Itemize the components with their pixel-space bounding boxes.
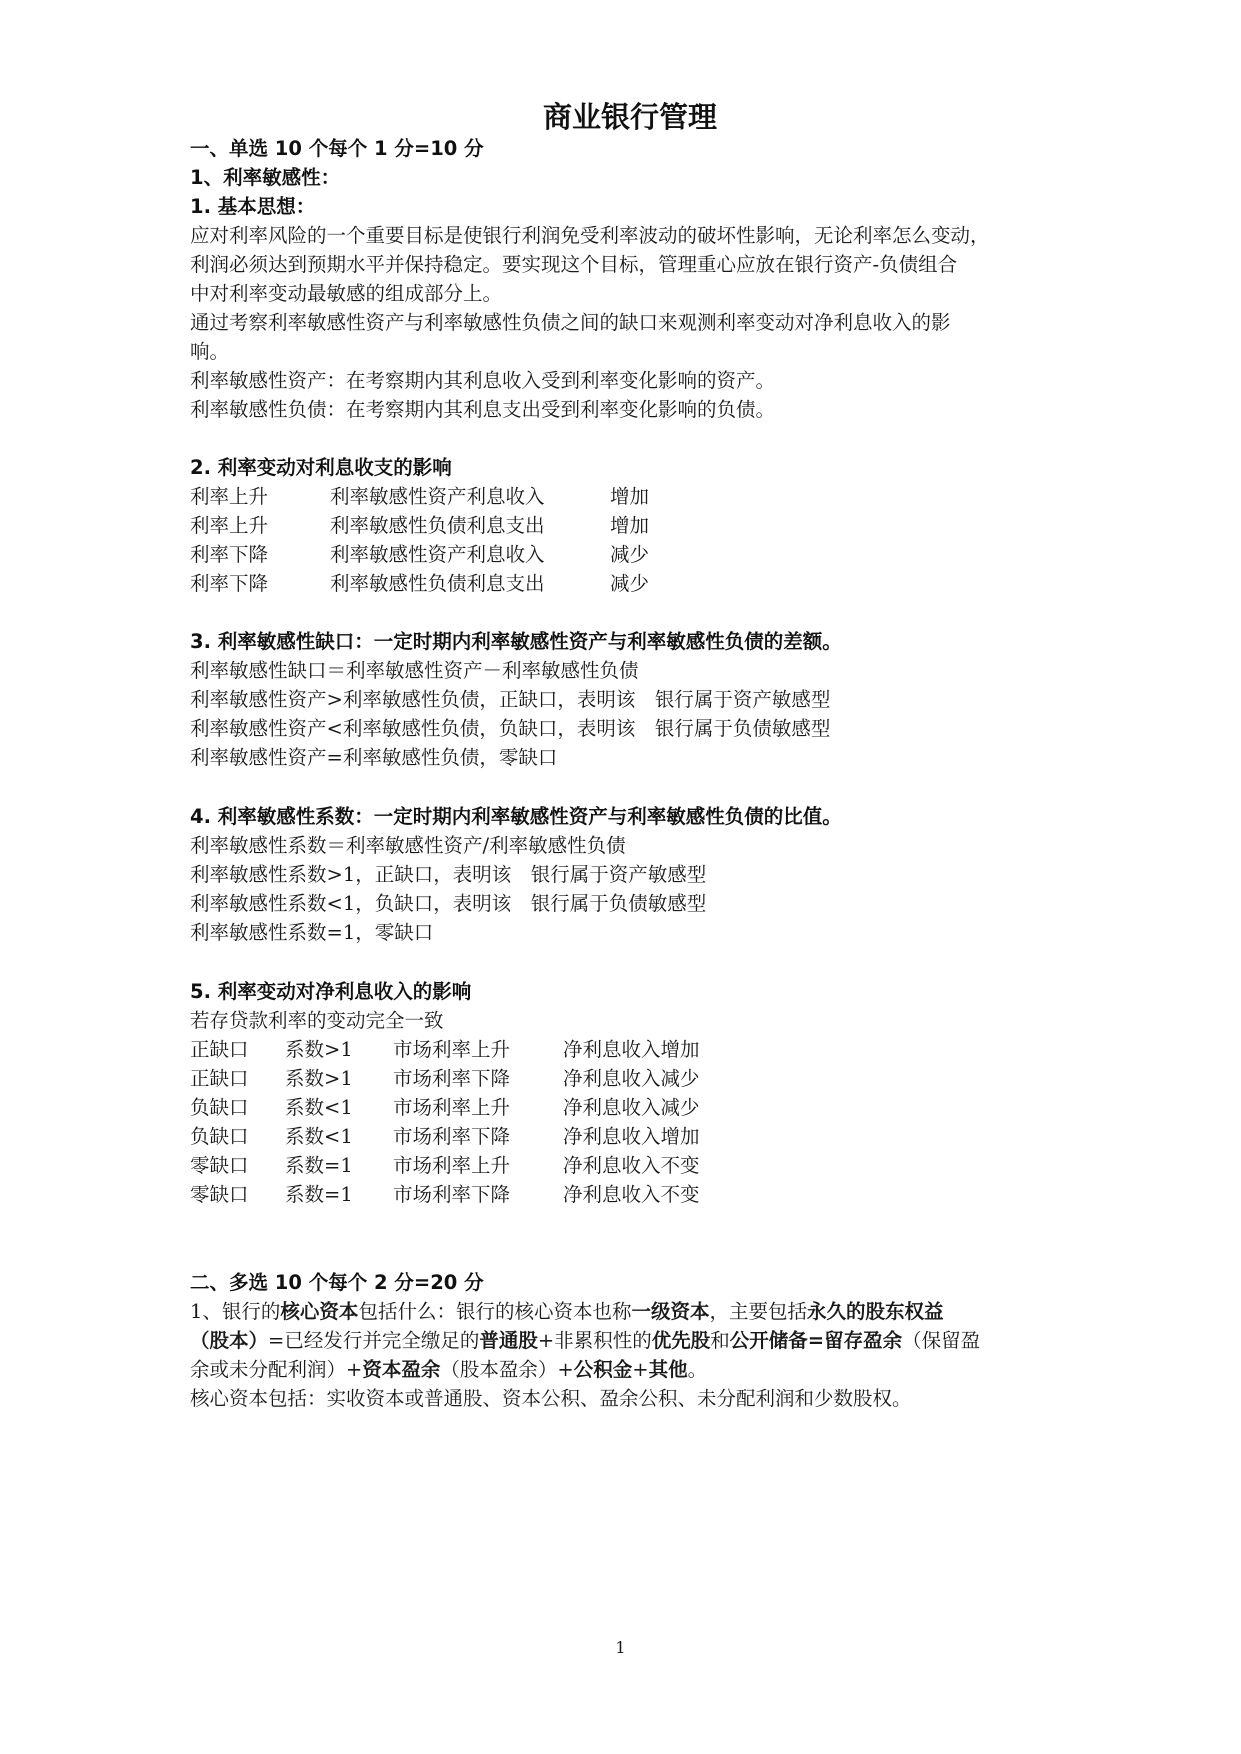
text-run: +非累积性的 bbox=[537, 1329, 652, 1352]
text-run: 包括什么：银行的核心资本也称 bbox=[358, 1300, 632, 1323]
net-cell: 市场利率上升 bbox=[393, 1038, 511, 1061]
core-capital-line bbox=[190, 1299, 944, 1325]
emphasis: 其他 bbox=[648, 1358, 688, 1381]
paragraph-line: 响。 bbox=[190, 340, 230, 363]
net-interest-intro: 若存贷款利率的变动完全一致 bbox=[190, 1009, 444, 1032]
effect-cell: 增加 bbox=[610, 485, 650, 508]
effect-cell: 减少 bbox=[610, 572, 650, 595]
net-interest-row bbox=[190, 1037, 1070, 1063]
net-interest-heading: 5. 利率变动对净利息收入的影响 bbox=[190, 980, 472, 1003]
effect-row bbox=[190, 513, 1070, 539]
net-cell: 市场利率下降 bbox=[393, 1125, 511, 1148]
paragraph-line: 中对利率变动最敏感的组成部分上。 bbox=[190, 282, 503, 305]
emphasis: 优先股 bbox=[651, 1329, 711, 1352]
net-cell: 净利息收入减少 bbox=[563, 1067, 700, 1090]
effect-cell: 利率敏感性负债利息支出 bbox=[330, 572, 545, 595]
paragraph-line: 利润必须达到预期水平并保持稳定。要实现这个目标，管理重心应放在银行资产-负债组合 bbox=[190, 253, 958, 276]
emphasis: （股本） bbox=[190, 1329, 269, 1352]
effect-row bbox=[190, 484, 1070, 510]
net-cell: 正缺口 bbox=[190, 1067, 249, 1090]
text-run: 和 bbox=[710, 1329, 730, 1352]
net-interest-row bbox=[190, 1095, 1070, 1121]
text-run: 1、银行的 bbox=[190, 1300, 281, 1323]
emphasis: 资本盈余 bbox=[362, 1358, 441, 1381]
net-cell: 系数<1 bbox=[285, 1125, 353, 1148]
effect-cell: 减少 bbox=[610, 543, 650, 566]
effect-cell: 利率敏感性资产利息收入 bbox=[330, 485, 545, 508]
net-cell: 负缺口 bbox=[190, 1096, 249, 1119]
section-1-heading: 一、单选 10 个每个 1 分=10 分 bbox=[190, 137, 484, 160]
section-2-heading: 二、多选 10 个每个 2 分=20 分 bbox=[190, 1271, 484, 1294]
document-title: 商业银行管理 bbox=[542, 100, 717, 134]
core-capital-line bbox=[190, 1328, 980, 1354]
emphasis: 永久的股东权益 bbox=[806, 1300, 944, 1323]
effect-cell: 利率下降 bbox=[190, 543, 269, 566]
net-cell: 净利息收入增加 bbox=[563, 1125, 700, 1148]
net-interest-row bbox=[190, 1182, 1070, 1208]
gap-line: 利率敏感性缺口＝利率敏感性资产－利率敏感性负债 bbox=[190, 659, 639, 682]
net-cell: 零缺口 bbox=[190, 1183, 249, 1206]
emphasis: 公积金 bbox=[573, 1358, 633, 1381]
text-run: =已经发行并完全缴足的 bbox=[268, 1329, 480, 1352]
net-cell: 市场利率下降 bbox=[393, 1183, 511, 1206]
text-run: ，主要包括 bbox=[709, 1300, 807, 1323]
question-1-heading: 1、利率敏感性： bbox=[190, 166, 341, 189]
effect-cell: 利率下降 bbox=[190, 572, 269, 595]
ratio-line: 利率敏感性系数＝利率敏感性资产/利率敏感性负债 bbox=[190, 834, 626, 857]
gap-line: 利率敏感性资产<利率敏感性负债，负缺口，表明该 银行属于负债敏感型 bbox=[190, 717, 831, 740]
emphasis: 一级资本 bbox=[631, 1300, 710, 1323]
effect-cell: 利率上升 bbox=[190, 485, 269, 508]
paragraph-line: 通过考察利率敏感性资产与利率敏感性负债之间的缺口来观测利率变动对净利息收入的影 bbox=[190, 311, 951, 334]
ratio-line: 利率敏感性系数=1，零缺口 bbox=[190, 921, 434, 944]
page-number: 1 bbox=[615, 1638, 626, 1657]
core-capital-line bbox=[190, 1357, 707, 1383]
ratio-heading: 4. 利率敏感性系数：一定时期内利率敏感性资产与利率敏感性负债的比值。 bbox=[190, 805, 842, 828]
basic-idea-heading: 1. 基本思想： bbox=[190, 195, 316, 218]
net-cell: 正缺口 bbox=[190, 1038, 249, 1061]
text-run: 余或未分配利润）+ bbox=[190, 1358, 363, 1381]
emphasis: 普通股 bbox=[479, 1329, 538, 1352]
paragraph-line: 应对利率风险的一个重要目标是使银行利润免受利率波动的破坏性影响，无论利率怎么变动， bbox=[190, 224, 990, 247]
effect-cell: 增加 bbox=[610, 514, 650, 537]
net-cell: 负缺口 bbox=[190, 1125, 249, 1148]
effect-row bbox=[190, 571, 1070, 597]
effect-heading: 2. 利率变动对利息收支的影响 bbox=[190, 456, 452, 479]
net-interest-row bbox=[190, 1124, 1070, 1150]
net-cell: 净利息收入不变 bbox=[563, 1154, 700, 1177]
text-run: + bbox=[632, 1358, 649, 1381]
net-cell: 市场利率下降 bbox=[393, 1067, 511, 1090]
net-cell: 系数=1 bbox=[285, 1183, 353, 1206]
net-cell: 市场利率上升 bbox=[393, 1154, 511, 1177]
net-cell: 净利息收入增加 bbox=[563, 1038, 700, 1061]
ratio-line: 利率敏感性系数<1，负缺口，表明该 银行属于负债敏感型 bbox=[190, 892, 707, 915]
ratio-line: 利率敏感性系数>1，正缺口，表明该 银行属于资产敏感型 bbox=[190, 863, 707, 886]
net-cell: 系数>1 bbox=[285, 1067, 353, 1090]
emphasis: 核心资本 bbox=[280, 1300, 359, 1323]
net-interest-row bbox=[190, 1066, 1070, 1092]
net-cell: 零缺口 bbox=[190, 1154, 249, 1177]
net-interest-row bbox=[190, 1153, 1070, 1179]
paragraph-line: 利率敏感性负债：在考察期内其利息支出受到利率变化影响的负债。 bbox=[190, 398, 776, 421]
net-cell: 系数<1 bbox=[285, 1096, 353, 1119]
emphasis: 公开储备=留存盈余 bbox=[729, 1329, 903, 1352]
text-run: （股本盈余）+ bbox=[440, 1358, 574, 1381]
text-run: 。 bbox=[687, 1358, 708, 1381]
effect-cell: 利率敏感性资产利息收入 bbox=[330, 543, 545, 566]
effect-cell: 利率上升 bbox=[190, 514, 269, 537]
text-run: （保留盈 bbox=[902, 1329, 981, 1352]
gap-line: 利率敏感性资产>利率敏感性负债，正缺口，表明该 银行属于资产敏感型 bbox=[190, 688, 831, 711]
effect-cell: 利率敏感性负债利息支出 bbox=[330, 514, 545, 537]
net-cell: 系数=1 bbox=[285, 1154, 353, 1177]
gap-heading: 3. 利率敏感性缺口：一定时期内利率敏感性资产与利率敏感性负债的差额。 bbox=[190, 630, 842, 653]
gap-line: 利率敏感性资产=利率敏感性负债，零缺口 bbox=[190, 746, 558, 769]
core-capital-summary: 核心资本包括：实收资本或普通股、资本公积、盈余公积、未分配利润和少数股权。 bbox=[190, 1387, 912, 1410]
net-cell: 净利息收入减少 bbox=[563, 1096, 700, 1119]
paragraph-line: 利率敏感性资产：在考察期内其利息收入受到利率变化影响的资产。 bbox=[190, 369, 776, 392]
net-cell: 系数>1 bbox=[285, 1038, 353, 1061]
effect-row bbox=[190, 542, 1070, 568]
net-cell: 市场利率上升 bbox=[393, 1096, 511, 1119]
net-cell: 净利息收入不变 bbox=[563, 1183, 700, 1206]
